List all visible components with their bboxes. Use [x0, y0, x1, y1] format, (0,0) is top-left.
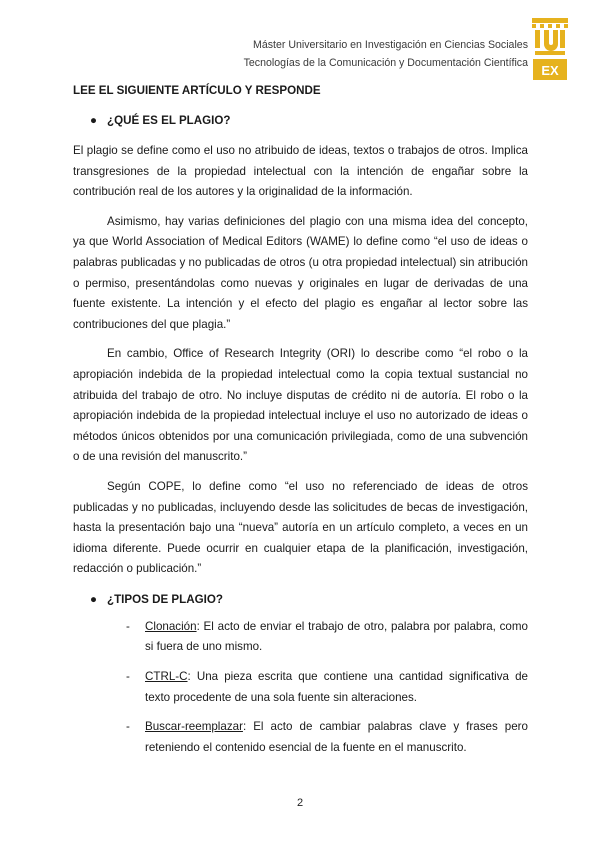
page-header: [0, 0, 600, 80]
dash-icon: -: [126, 619, 130, 633]
section-heading-text: ¿TIPOS DE PLAGIO?: [107, 592, 223, 606]
svg-text:EX: EX: [541, 63, 559, 78]
list-item: [73, 667, 528, 708]
plagiarism-types-list: [73, 617, 528, 759]
document-title: LEE EL SIGUIENTE ARTÍCULO Y RESPONDE: [73, 84, 321, 97]
term-description: : El acto de cambiar palabras clave y frases pero reteniendo el contenido esencial de la fuente en el manuscrito.: [145, 720, 528, 754]
section-heading-plagio: [73, 112, 528, 130]
term-description: : Una pieza escrita que contiene una cantidad significativa de texto procedente de una sola fuente sin alteraciones.: [145, 670, 528, 704]
bullet-icon: ●: [90, 114, 98, 127]
paragraph-cope: Según COPE, lo define como “el uso no referenciado de ideas de otros publicadas y no publicadas, incluyendo desde las solicitudes de becas de investigación, hasta la presentación bajo una “nueva” autoría en un artículo completo, a veces en un idioma diferente. Puede ocurrir en cualquier etapa de la planificación, investigación, redacción o publicación.”: [73, 479, 528, 576]
term-label: Buscar-reemplazar: [145, 720, 243, 734]
paragraph-ori: En cambio, Office of Research Integrity (ORI) lo describe como “el robo o la apropiación indebida de la propiedad intelectual como la copia textual sustancial no atribuida del trabajo de otro. No incluye disputas de crédito ni de autoría. El robo o la apropiación indebida de la propiedad intelectual incluye el uso no autorizado de ideas o métodos únicos obtenidos por una comunicación privilegiada, como de una subvención o de una revisión del manuscrito.”: [73, 347, 528, 464]
term-label: Clonación: [145, 619, 197, 633]
page-number: 2: [296, 797, 304, 809]
paragraph-definition: El plagio se define como el uso no atribuido de ideas, textos o trabajos de otros. Implica transgresiones de la propiedad intelectual con la intención de engañar sobre la contribución real de los autores y la originalidad de la información.: [73, 144, 528, 199]
section-heading-tipos: [73, 591, 528, 609]
paragraph-wame: Asimismo, hay varias definiciones del plagio con una misma idea del concepto, ya que World Association of Medical Editors (WAME) lo define como “el uso de ideas o palabras publicadas y no publicadas de otros (u otra propiedad intelectual) sin atribución o permiso, presentándolas como nuevas y originales en lugar de derivadas de una fuente existente. La intención y el efecto del plagio es engañar al lector sobre las contribuciones del que plagia.”: [73, 214, 528, 331]
term-label: CTRL-C: [145, 670, 188, 684]
header-line-1: Máster Universitario en Investigación en Ciencias Sociales: [253, 39, 528, 51]
term-description: : El acto de enviar el trabajo de otro, palabra por palabra, como si fuera de uno mismo.: [145, 619, 528, 654]
list-item: [73, 617, 528, 658]
header-text: [244, 37, 528, 72]
dash-icon: -: [126, 720, 130, 734]
section-heading-text: ¿QUÉ ES EL PLAGIO?: [107, 114, 231, 127]
university-logo: [529, 16, 571, 82]
header-line-2: Tecnologías de la Comunicación y Documentación Científica: [243, 56, 528, 69]
document-body: [73, 82, 528, 758]
bullet-icon: ●: [90, 592, 98, 606]
dash-icon: -: [126, 670, 130, 684]
list-item: [73, 717, 528, 758]
